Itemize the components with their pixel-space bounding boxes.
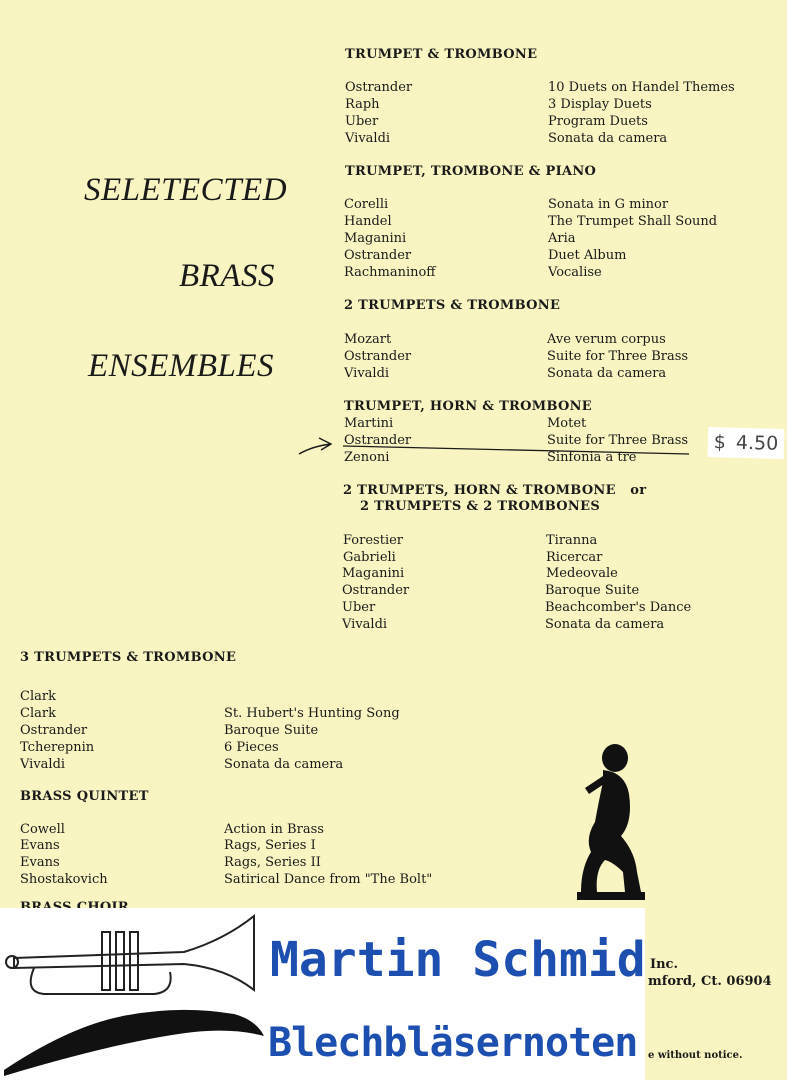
composer: Evans xyxy=(20,838,60,853)
composer: Vivaldi xyxy=(344,366,390,381)
section-heading: TRUMPET & TROMBONE xyxy=(345,47,538,62)
composer: Gabrieli xyxy=(343,550,396,565)
composer: Raph xyxy=(345,97,380,112)
section-heading: TRUMPET, HORN & TROMBONE xyxy=(344,399,593,414)
title-word-2: BRASS xyxy=(179,258,275,294)
composer: Forestier xyxy=(343,533,404,548)
composer: Ostrander xyxy=(344,248,412,263)
composer: Uber xyxy=(345,114,379,129)
work-title: Motet xyxy=(547,416,587,431)
composer: Ostrander xyxy=(344,433,412,448)
work-title: Duet Album xyxy=(548,248,627,263)
section-heading: BRASS QUINTET xyxy=(20,789,149,804)
work-title: St. Hubert's Hunting Song xyxy=(224,706,400,721)
section-heading: TRUMPET, TROMBONE & PIANO xyxy=(345,164,597,179)
composer: Maganini xyxy=(342,566,405,581)
composer: Vivaldi xyxy=(20,757,66,772)
composer: Corelli xyxy=(344,197,389,212)
composer: Ostrander xyxy=(342,583,410,598)
price-amount: 4.50 xyxy=(735,431,779,455)
work-title: Sonata da camera xyxy=(547,366,667,381)
work-title: Tiranna xyxy=(546,533,598,548)
publisher-line-1: Inc. xyxy=(650,957,678,972)
section-heading-alt: 2 TRUMPETS & 2 TROMBONES xyxy=(360,499,601,514)
work-title: Medeovale xyxy=(546,566,618,581)
section-heading: 2 TRUMPETS, HORN & TROMBONE or xyxy=(343,483,647,498)
composer: Clark xyxy=(20,689,56,704)
composer: Zenoni xyxy=(344,450,390,465)
composer: Rachmaninoff xyxy=(344,265,436,280)
composer: Mozart xyxy=(344,332,392,347)
work-title: Sonata in G minor xyxy=(548,197,669,212)
composer: Handel xyxy=(344,214,392,229)
work-title: Sonata da camera xyxy=(224,757,344,772)
composer: Shostakovich xyxy=(20,872,108,887)
work-title: Ave verum corpus xyxy=(547,332,666,347)
currency-sign: $ xyxy=(713,431,727,454)
section-heading: 3 TRUMPETS & TROMBONE xyxy=(20,650,237,665)
composer: Vivaldi xyxy=(342,617,388,632)
composer: Cowell xyxy=(20,822,65,837)
work-title: Baroque Suite xyxy=(224,723,319,738)
work-title: Suite for Three Brass xyxy=(547,349,689,364)
trumpet-icon xyxy=(4,910,272,1076)
price-sticker xyxy=(708,427,785,459)
composer: Vivaldi xyxy=(345,131,391,146)
work-title: Program Duets xyxy=(548,114,648,129)
section-heading: 2 TRUMPETS & TROMBONE xyxy=(344,298,561,313)
work-title: 3 Display Duets xyxy=(548,97,652,112)
composer: Ostrander xyxy=(345,80,413,95)
composer: Evans xyxy=(20,855,60,870)
work-title: Vocalise xyxy=(548,265,602,280)
work-title: Aria xyxy=(548,231,576,246)
composer: Uber xyxy=(342,600,376,615)
work-title: Sinfonia a tre xyxy=(547,450,637,465)
work-title: Rags, Series I xyxy=(224,838,316,853)
composer: Ostrander xyxy=(20,723,88,738)
watermark-banner xyxy=(0,908,645,1080)
composer: Clark xyxy=(20,706,56,721)
work-title: Sonata da camera xyxy=(545,617,665,632)
work-title: The Trumpet Shall Sound xyxy=(548,214,718,229)
publisher-line-2: mford, Ct. 06904 xyxy=(648,974,772,989)
title-word-3: ENSEMBLES xyxy=(88,348,274,384)
composer: Martini xyxy=(344,416,394,431)
work-title: Ricercar xyxy=(546,550,603,565)
banner-line-1: Martin Schmid xyxy=(270,932,646,988)
composer: Tcherepnin xyxy=(20,740,95,755)
arrow-mark-icon xyxy=(295,432,695,462)
work-title: Rags, Series II xyxy=(224,855,321,870)
banner-line-2: Blechbläsernoten xyxy=(268,1020,638,1066)
work-title: Beachcomber's Dance xyxy=(545,600,692,615)
piper-silhouette-icon xyxy=(575,742,645,912)
work-title: Satirical Dance from "The Bolt" xyxy=(224,872,433,887)
work-title: 10 Duets on Handel Themes xyxy=(548,80,735,95)
work-title: Baroque Suite xyxy=(545,583,640,598)
title-word-1: SELETECTED xyxy=(84,172,288,208)
publisher-line-3: e without notice. xyxy=(648,1050,743,1061)
work-title: 6 Pieces xyxy=(224,740,279,755)
work-title: Suite for Three Brass xyxy=(547,433,689,448)
composer: Ostrander xyxy=(344,349,412,364)
work-title: Sonata da camera xyxy=(548,131,668,146)
composer: Maganini xyxy=(344,231,407,246)
work-title: Action in Brass xyxy=(224,822,324,837)
